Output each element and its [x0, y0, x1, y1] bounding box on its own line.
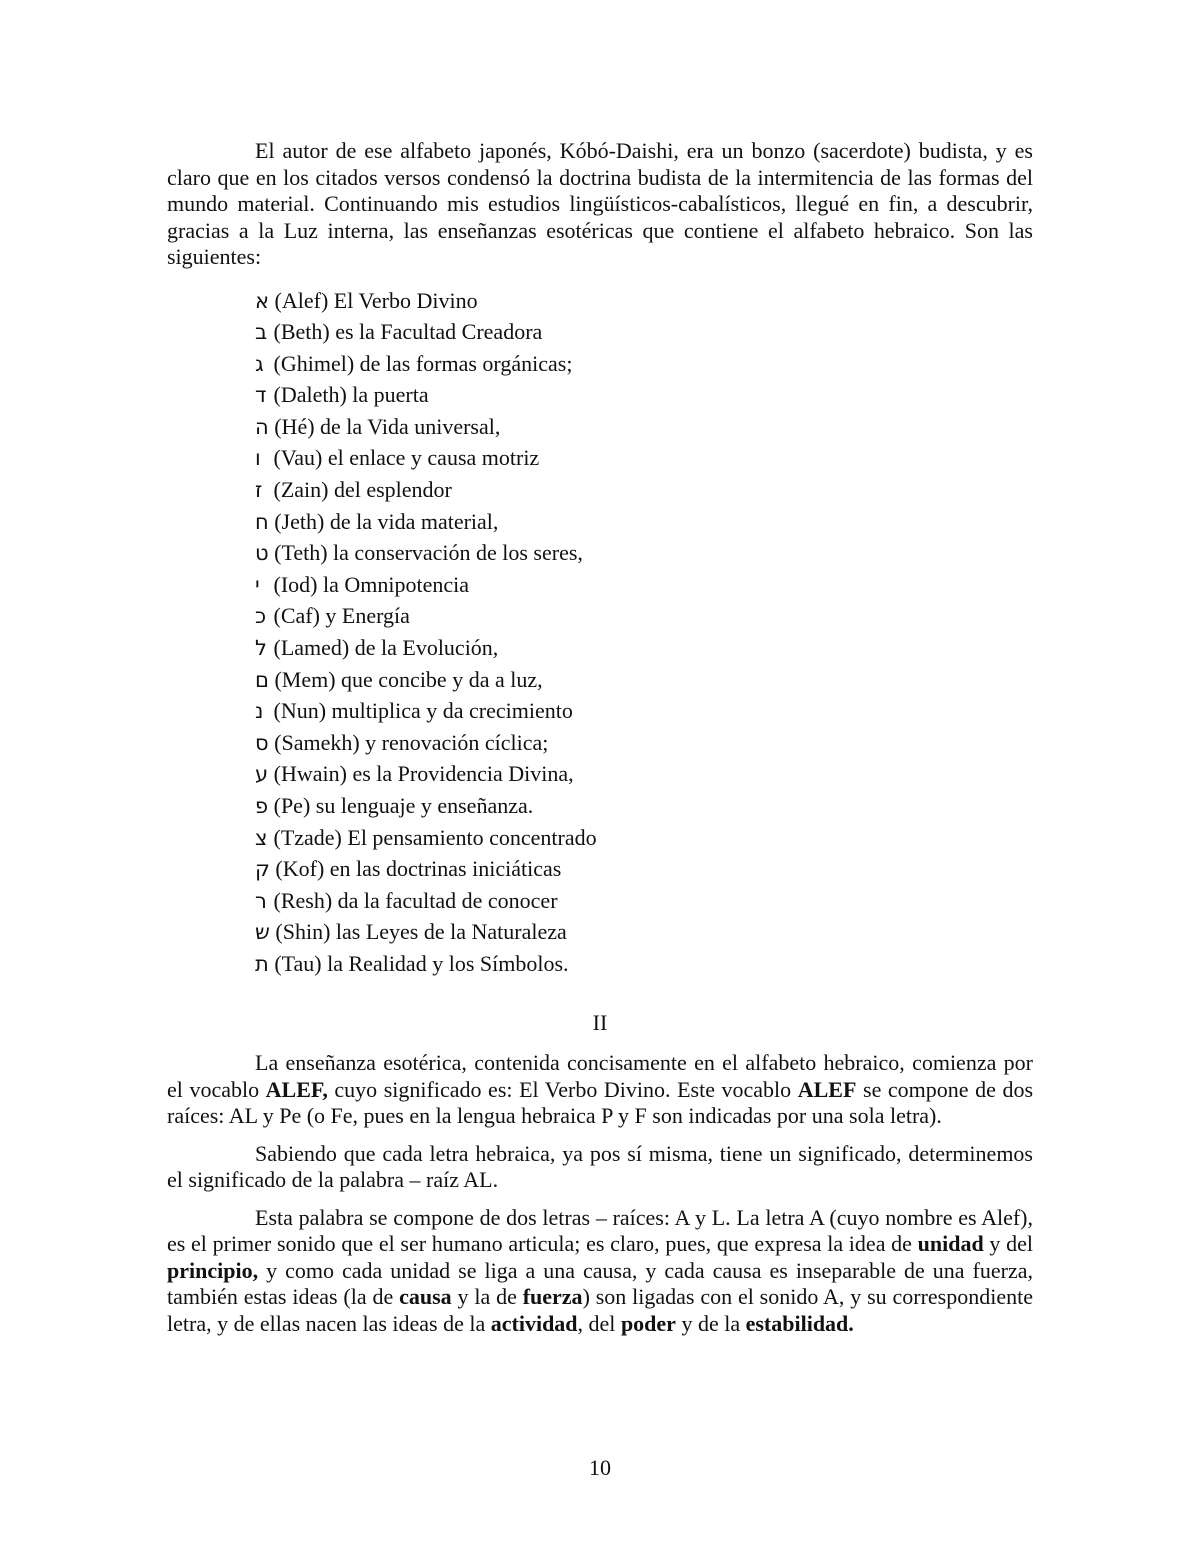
letter-meaning: (Beth) es la Facultad Creadora [273, 319, 543, 345]
list-item [255, 569, 1033, 601]
bold-term: principio, [167, 1257, 259, 1283]
bold-term: poder [620, 1310, 676, 1336]
bold-term: estabilidad. [745, 1310, 854, 1336]
list-item [255, 885, 1033, 917]
hebrew-letter: ז [255, 478, 263, 503]
hebrew-letter: ת [255, 951, 269, 976]
list-item [255, 695, 1033, 727]
hebrew-letter: ט [255, 541, 269, 566]
bold-term: ALEF, [265, 1076, 328, 1102]
letter-meaning: (Daleth) la puerta [273, 382, 429, 408]
list-item [255, 853, 1033, 885]
text-run: cuyo significado es: El Verbo Divino. Este vocablo [327, 1076, 798, 1102]
hebrew-letter: ד [255, 383, 267, 408]
hebrew-letter-list [255, 285, 1033, 980]
list-item [255, 758, 1033, 790]
list-item [255, 664, 1033, 696]
list-item [255, 948, 1033, 980]
paragraph-alef [167, 1050, 1033, 1130]
paragraph-root-al: Sabiendo que cada letra hebraica, ya pos sí misma, tiene un significado, determinemos el significado de la palabra – raíz AL. [167, 1140, 1033, 1193]
list-item [255, 506, 1033, 538]
hebrew-letter: ח [255, 509, 269, 534]
list-item [255, 632, 1033, 664]
list-item [255, 411, 1033, 443]
hebrew-letter: ג [255, 351, 264, 376]
list-item [255, 727, 1033, 759]
bold-term: unidad [917, 1231, 984, 1257]
letter-meaning: (Mem) que concibe y da a luz, [274, 666, 543, 692]
page-number: 10 [589, 1455, 611, 1480]
letter-meaning: (Lamed) de la Evolución, [273, 635, 499, 661]
list-item [255, 822, 1033, 854]
text-run: y como cada unidad se liga a una causa, y cada causa es inseparable de una fuerza, también estas ideas (la de [167, 1257, 1033, 1310]
bold-term: ALEF [797, 1076, 857, 1102]
hebrew-letter: נ [255, 699, 264, 724]
text-run: , del [577, 1310, 621, 1336]
letter-meaning: (Caf) y Energía [273, 603, 410, 629]
hebrew-letter: ו [255, 446, 261, 471]
intro-paragraph: El autor de ese alfabeto japonés, Kóbó-Daishi, era un bonzo (sacerdote) budista, y es claro que en los citados versos condensó la doctrina budista de la intermitencia de las formas del mundo material. Continuando mis estudios lingüísticos-cabalísticos, llegué en fin, a descubrir, gracias a la Luz interna, las enseñanzas esotéricas que contiene el alfabeto hebraico. Son las siguientes: [167, 138, 1033, 269]
letter-meaning: (Kof) en las doctrinas iniciáticas [275, 856, 562, 882]
letter-meaning: (Teth) la conservación de los seres, [274, 540, 583, 566]
letter-meaning: (Pe) su lenguaje y enseñanza. [273, 793, 534, 818]
letter-meaning: (Alef) El Verbo Divino [274, 287, 478, 313]
letter-meaning: (Jeth) de la vida material, [274, 508, 499, 534]
hebrew-letter: י [255, 572, 260, 597]
letter-meaning: (Zain) del esplendor [273, 477, 452, 503]
hebrew-letter: א [255, 288, 270, 313]
text-run: y del [983, 1231, 1033, 1257]
text-run: La enseñanza esotérica, contenida concisamente en el alfabeto hebraico, comienza por el vocablo [167, 1050, 1033, 1102]
letter-meaning: (Tzade) El pensamiento concentrado [273, 824, 597, 850]
text-run: Esta palabra se compone de dos letras – raíces: A y L. La letra A (cuyo nombre es Alef), es el primer sonido que el ser humano articula; es claro, pues, que expresa la idea de [167, 1204, 1033, 1257]
list-item [255, 916, 1033, 948]
bold-term: fuerza [522, 1284, 583, 1310]
list-item [255, 442, 1033, 474]
text-run: y la de [451, 1284, 523, 1310]
hebrew-letter: צ [255, 825, 268, 850]
text-run: y de la [675, 1310, 746, 1336]
hebrew-letter: ל [255, 636, 267, 661]
hebrew-letter: ם [255, 667, 269, 692]
section-heading: II [592, 1009, 608, 1035]
hebrew-letter: ע [255, 762, 269, 787]
hebrew-letter: פ [255, 794, 269, 818]
letter-meaning: (Samekh) y renovación cíclica; [274, 729, 549, 755]
letter-meaning: (Hé) de la Vida universal, [274, 413, 501, 439]
letter-meaning: (Tau) la Realidad y los Símbolos. [274, 950, 569, 976]
bold-term: causa [399, 1284, 452, 1310]
list-item [255, 600, 1033, 632]
paragraph-letters-a-l [167, 1205, 1033, 1338]
hebrew-letter: ר [255, 888, 267, 913]
list-item [255, 474, 1033, 506]
hebrew-letter: ב [255, 320, 268, 345]
letter-meaning: (Shin) las Leyes de la Naturaleza [275, 919, 567, 945]
text-run: se compone de dos raíces: AL y Pe (o Fe, pues en la lengua hebraica P y F son indicadas por una sola letra). [167, 1076, 1034, 1129]
document-page [167, 138, 1033, 1337]
hebrew-letter: ק [255, 857, 270, 882]
letter-meaning: (Hwain) es la Providencia Divina, [273, 761, 574, 787]
letter-meaning: (Vau) el enlace y causa motriz [273, 445, 540, 471]
list-item [255, 316, 1033, 348]
list-item [255, 379, 1033, 411]
letter-meaning: (Nun) multiplica y da crecimiento [273, 698, 573, 724]
hebrew-letter: ה [255, 414, 269, 439]
text-run: ) son ligadas con el sonido A, y su correspondiente letra, y de ellas nacen las ideas de la [167, 1284, 1033, 1336]
list-item [255, 285, 1033, 317]
list-item [255, 348, 1033, 380]
letter-meaning: (Resh) da la facultad de conocer [273, 887, 558, 913]
letter-meaning: (Ghimel) de las formas orgánicas; [273, 350, 573, 376]
letter-meaning: (Iod) la Omnipotencia [273, 571, 469, 597]
hebrew-letter: ס [255, 730, 269, 755]
hebrew-letter: כ [255, 604, 267, 629]
list-item [255, 790, 1033, 822]
hebrew-letter: ש [255, 920, 270, 945]
bold-term: actividad [490, 1310, 578, 1336]
list-item [255, 537, 1033, 569]
